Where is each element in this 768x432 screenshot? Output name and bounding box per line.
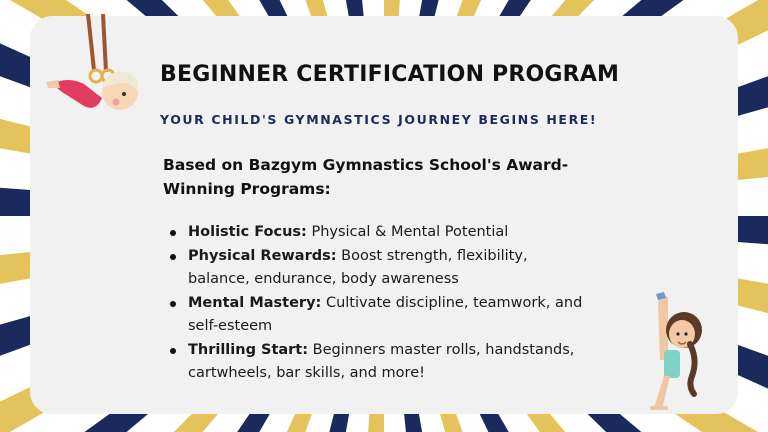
benefit-label: Thrilling Start: <box>188 341 309 358</box>
benefit-text: Beginners master rolls, handstands, cartwheels, bar skills, and more! <box>188 341 575 381</box>
gymnast-on-rings-illustration <box>44 14 150 120</box>
benefit-label: Physical Rewards: <box>188 247 337 264</box>
benefit-text: Boost strength, flexibility, balance, endurance, body awareness <box>188 247 528 287</box>
page-subtitle: YOUR CHILD'S GYMNASTICS JOURNEY BEGINS HERE! <box>160 112 598 127</box>
benefits-list <box>166 221 586 386</box>
page-title: BEGINNER CERTIFICATION PROGRAM <box>160 62 620 87</box>
benefit-item <box>166 292 586 339</box>
benefit-item <box>166 245 586 292</box>
benefit-item <box>166 221 586 245</box>
gymnast-split-handstand-illustration <box>628 290 718 414</box>
benefit-text: Physical & Mental Potential <box>311 224 509 240</box>
benefit-item <box>166 339 586 386</box>
benefit-label: Mental Mastery: <box>188 294 322 311</box>
benefit-text: Cultivate discipline, teamwork, and self-esteem <box>188 294 583 334</box>
intro-text: Based on Bazgym Gymnastics School's Award-Winning Programs: <box>163 156 569 198</box>
benefit-label: Holistic Focus: <box>188 224 307 240</box>
